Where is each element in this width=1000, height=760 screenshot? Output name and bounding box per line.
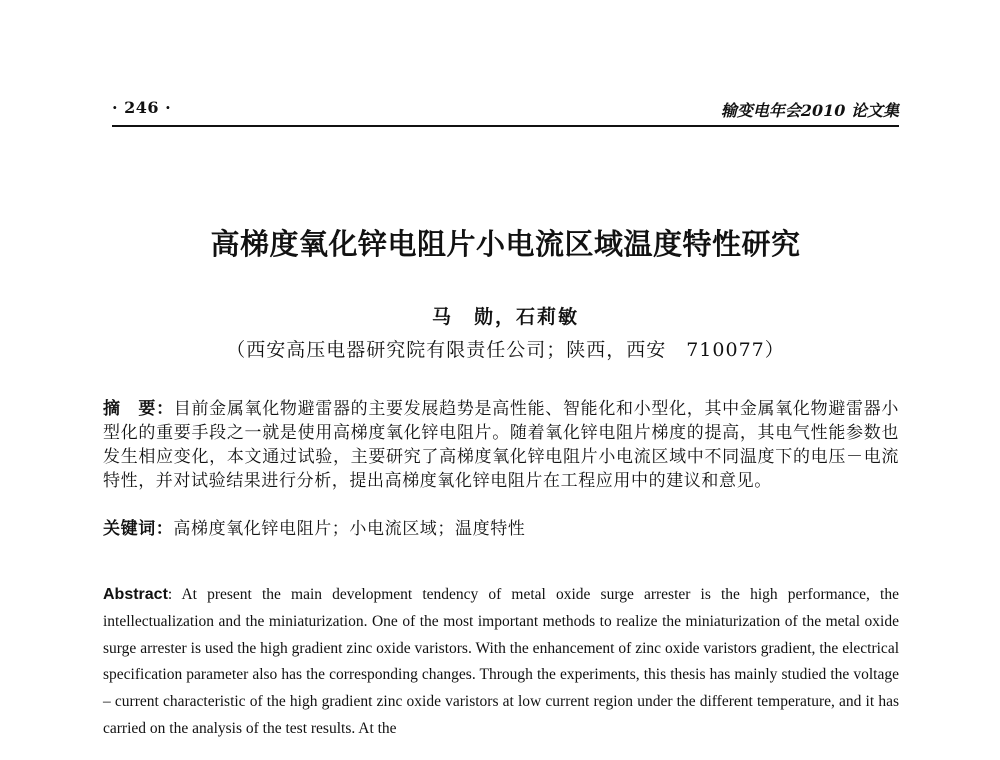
keywords-chinese-label: 关键词： bbox=[103, 519, 174, 539]
abstract-english-text: : At present the main development tendency of metal oxide surge arrester is the high performance, the intellectualization and the miniaturization. One of the most important methods to realize the miniaturization of the metal oxide surge arrester is used the high gradient zinc oxide varistors. With the enhancement of zinc oxide varistors gradient, the electrical specification parameter also has the corresponding changes. Through the experiments, this thesis has mainly studied the voltage – current characteristic of the high gradient zinc oxide varistors at low current region under the different temperature, and it has carried on the analysis of the test results. At the bbox=[103, 586, 899, 737]
page-header bbox=[112, 96, 899, 124]
page-number: · 246 · bbox=[112, 98, 172, 117]
paper-title: 高梯度氧化锌电阻片小电流区域温度特性研究 bbox=[210, 227, 801, 261]
abstract-english-label: Abstract bbox=[103, 586, 168, 603]
abstract-chinese-text: 目前金属氧化物避雷器的主要发展趋势是高性能、智能化和小型化，其中金属氧化物避雷器小型化的重要手段之一就是使用高梯度氧化锌电阻片。随着氧化锌电阻片梯度的提高，其电气性能参数也发生相应变化，本文通过试验，主要研究了高梯度氧化锌电阻片小电流区域中不同温度下的电压－电流特性，并对试验结果进行分析，提出高梯度氧化锌电阻片在工程应用中的建议和意见。 bbox=[103, 399, 899, 491]
header-rule bbox=[112, 125, 899, 127]
keywords-chinese-text: 高梯度氧化锌电阻片；小电流区域；温度特性 bbox=[173, 519, 526, 539]
abstract-chinese bbox=[103, 397, 899, 493]
paper-affiliation: （西安高压电器研究院有限责任公司；陕西，西安 710077） bbox=[226, 339, 785, 361]
keywords-chinese bbox=[103, 517, 899, 541]
running-head: 输变电年会2010 论文集 bbox=[720, 101, 899, 120]
abstract-english bbox=[103, 582, 899, 743]
abstract-chinese-label: 摘 要： bbox=[103, 399, 174, 419]
paper-authors: 马 勋，石莉敏 bbox=[431, 306, 579, 328]
